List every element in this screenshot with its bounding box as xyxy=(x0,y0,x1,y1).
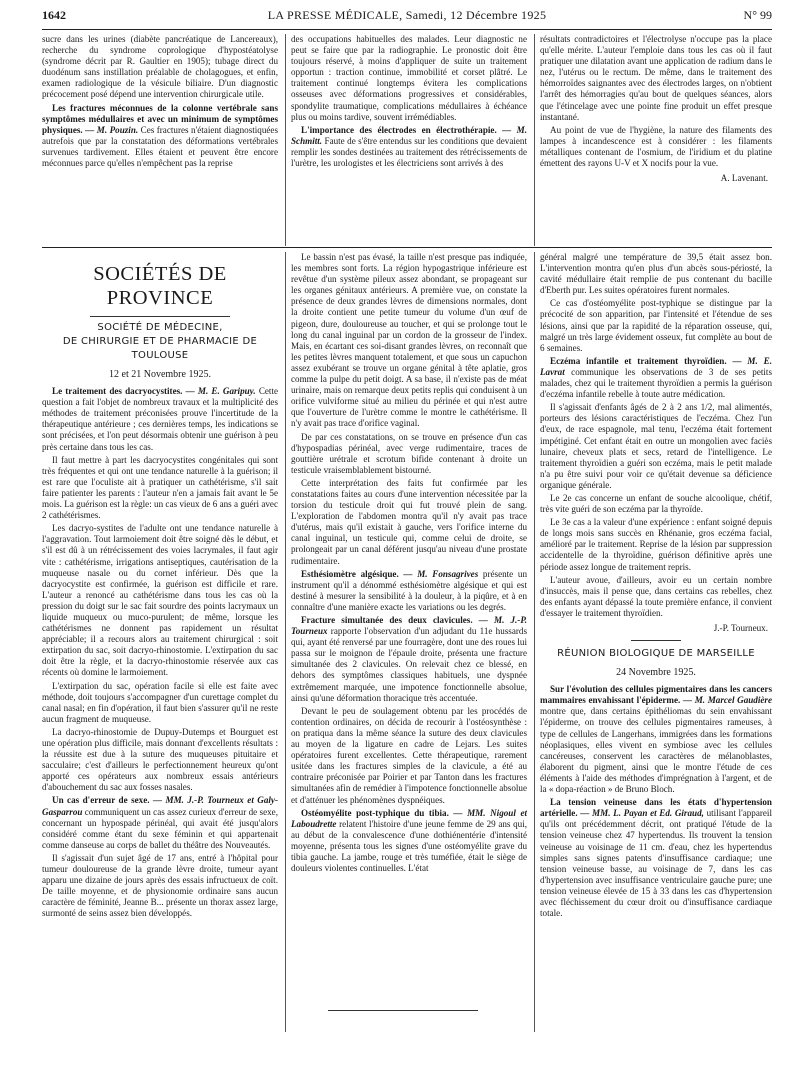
society-name: RÉUNION BIOLOGIQUE DE MARSEILLE xyxy=(557,648,755,660)
top-column-2 xyxy=(291,34,527,246)
report-title: L'importance des électrodes en électrothérapie. xyxy=(301,124,497,135)
paragraph: Le 2e cas concerne un enfant de souche alcoolique, chétif, très vite guéri de son eczéma par la thyroïde. xyxy=(540,492,772,515)
report-title: Eczéma infantile et traitement thyroïdien. xyxy=(550,355,727,366)
report-text: présente un instrument qu'il a dénommé esthésiomètre algésique et qui est destiné à mesurer la sensibilité à la douleur, à la piqûre, et à en connaître d'une manière exacte les variations ou les degrés. xyxy=(291,568,527,612)
session-date: 12 et 21 Novembre 1925. xyxy=(109,369,211,380)
page-number: 1642 xyxy=(42,8,66,22)
report-author: — M. Schmitt. xyxy=(291,124,527,146)
paragraph: Le 3e cas a la valeur d'une expérience : enfant soigné depuis de longs mois sans succès en Rhénanie, gros eczéma facial, amélioré par le traitement. Reprise de la lésion par suppression accidentelle de la thyroïdine, guérison définitive après une période assez longue de traitement repris. xyxy=(540,517,772,572)
column-divider xyxy=(534,252,535,1032)
column-divider xyxy=(285,34,286,246)
report-text: communiquent un cas assez curieux d'erreur de sexe, concernant un hypospade périnéal, qui avait été jusqu'alors considéré comme étant du sexe féminin et qui appartenait comme danseuse au corps de ballet du théâtre des Nouveautés. xyxy=(42,806,278,850)
report-title: Sur l'évolution des cellules pigmentaires dans les cancers mammaires envahissant l'épiderme. xyxy=(540,684,772,706)
report-text: rapporte l'observation d'un adjudant du 11e hussards qui, ayant été renversé par une fourragère, dont une des roues lui passa sur le moignon de l'épaule droite, présenta une fracture simultanée des 2 clavicules. On relevait chez ce blessé, en dehors des symptômes classiques habituels, une dyspnée extrêmement marquée, une impotence fonctionnelle absolue, ainsi qu'une déformation thoracique très accentuée. xyxy=(291,626,527,703)
society-name: SOCIÉTÉ DE MÉDECINE, xyxy=(97,322,223,333)
header-rule xyxy=(42,29,772,30)
report-author: — M. E. Lavrat xyxy=(540,355,772,377)
report-author: — MM. J.-P. Tourneux et Galy-Gasparrou xyxy=(42,795,278,817)
section-rule xyxy=(42,247,772,248)
report-title: Le traitement des dacryocystites. xyxy=(52,386,183,397)
paragraph: Le bassin n'est pas évasé, la taille n'est presque pas indiquée, les membres sont forts. La région hypogastrique inférieure est revêtue d'un système pileux assez abondant, se propageant sur les organes génitaux antérieurs. A première vue, on constate la présence de deux grandes lèvres de dimensions normales, dont la droite contient une petite tumeur du volume d'un œuf de pigeon, dure, douloureuse au toucher, et qui se prolonge tout le long du canal inguinal par un cordon de la grosseur de l'index. Mais, en écartant ces soi-disant grandes lèvres, on reconnaît que les petites lèvres manquent totalement, et que sous un capuchon assez exubérant se trouve un organe génital à tête aplatie, gros comme la pulpe du petit doigt. A sa base, il n'existe pas de méat urinaire, mais on remarque deux petits replis qui conduisent à un orifice vulviforme situé au milieu du périnée et qui n'est autre que l'ouverture de l'urètre comme le montre le cathétérisme. Il n'y avait pas trace d'orifice vaginal. xyxy=(291,252,527,429)
top-column-3 xyxy=(540,34,772,246)
separator-rule xyxy=(90,316,230,317)
paragraph: Cette interprétation des faits fut confirmée par les constatations faites au cours d'une intervention nécessitée par la torsion du testicule droit qui fut trouvé plein de sang. L'exploration de l'abdomen montra qu'il n'y avait pas trace d'utérus, mais qu'il existait à gauche, vers l'orifice interne du canal inguinal, un testicule qui, comme celui de droite, se prolongeait par un canal déférent jusqu'au niveau d'une prostate rudimentaire. xyxy=(291,477,527,566)
report-paragraph xyxy=(540,797,772,919)
column-divider xyxy=(534,34,535,246)
section-heading: SOCIÉTÉS DE PROVINCE xyxy=(93,263,227,309)
paragraph: L'extirpation du sac, opération facile si elle est faite avec méthode, doit toujours s'accompagner d'un curettage complet du canal nasal; en fin d'opération, il faut bien s'assurer qu'il ne reste aucun fragment de muqueuse. xyxy=(42,680,278,724)
session-date: 24 Novembre 1925. xyxy=(616,667,696,679)
report-paragraph xyxy=(42,386,278,453)
bottom-column-1 xyxy=(42,252,278,1052)
report-title: Un cas d'erreur de sexe. xyxy=(52,795,150,806)
paragraph: L'auteur avoue, d'ailleurs, avoir eu un certain nombre d'insuccès, mais il pense que, dans certains cas rebelles, chez des enfants ayant dépassé la toute première enfance, il convient d'essayer le traitement thyroïdien. xyxy=(540,574,772,618)
report-paragraph xyxy=(540,356,772,400)
report-paragraph xyxy=(291,615,527,704)
report-paragraph xyxy=(42,795,278,850)
paragraph: La dacryo-rhinostomie de Dupuy-Dutemps et Bourguet est une opération plus difficile, mais donnant d'excellents résultats : la réussite est due à la suture des muqueuses pituitaire et sacculaire; c'est d'ailleurs le perfectionnement heureux qu'ont apporté ces opérateurs aux nombreux essais antérieurs d'abouchement du sac aux fosses nasales. xyxy=(42,726,278,793)
signature: A. Lavenant. xyxy=(720,173,768,184)
newspaper-page xyxy=(42,0,772,1082)
report-title: Ostéomyélite post-typhique du tibia. xyxy=(301,807,449,818)
report-author: — M. J.-P. Tourneux xyxy=(291,615,527,637)
bottom-column-3 xyxy=(540,252,772,1052)
paragraph: Les dacryo-systites de l'adulte ont une tendance naturelle à l'aggravation. Tout larmoiement doit être soigné dès le début, et s'il est dû à un rétrécissement des voies lacrymales, il faut agir vite : cathétérisme, irrigations antiseptiques, cautérisation de la muqueuse nasale ou du cornet inférieur. Dès que la dacryocystite est confirmée, la guérison est difficile et rare. L'auteur a renoncé au cathétérisme dans tous les cas où la pression du doigt sur le sac fait sourdre des points lacrymaux un liquide muqueux ou muco-purulent; de même, lorsque les cathétérismes ne donnent pas rapidement un résultat appréciable; il a recours alors au traitement chirurgical : soit extirpation du sac, soit dacryo-rhinostomie. L'extirpation du sac doit être la règle, et la dacryo-rhinostomie réservée aux cas récents où domine le larmoiement. xyxy=(42,523,278,678)
separator-rule xyxy=(631,640,681,641)
signature: J.-P. Tourneux. xyxy=(713,623,768,633)
report-author: — M. E. Garipuy. xyxy=(182,386,256,397)
paragraph: Il s'agissait d'un sujet âgé de 17 ans, entré à l'hôpital pour tumeur douloureuse de la grande lèvre droite, tumeur ayant apparu une dizaine de jours après des essais infructueux de coït. De taille moyenne, et de physionomie ordinaire sans aucun caractère de féminité, Jeanne B... présente un thorax assez large, surmonté de seins assez bien développés. xyxy=(42,852,278,919)
end-rule xyxy=(328,1010,478,1011)
paragraph: Il s'agissait d'enfants âgés de 2 à 2 ans 1/2, mal alimentés, porteurs des lésions caractéristiques de l'eczéma. Chez l'un d'eux, de race espagnole, mal tenu, l'eczéma était fortement impétiginé. Cet enfant était en outre un mongolien avec faciès lunaire, cheveux plats et secs, retard de l'intelligence. Le traitement thyroïdien a guéri son eczéma, mais le petit malade n'a pu être suivi pour voir ce qu'était devenue sa déficience organique générale. xyxy=(540,402,772,490)
report-paragraph xyxy=(42,103,278,170)
paragraph: De par ces constatations, on se trouve en présence d'un cas d'hypospadias périnéal, avec verge rudimentaire, traces de gouttière urétrale et scrotum bifide contenant à droite un testicule vraisemblablement bistourné. xyxy=(291,431,527,475)
report-title: Les fractures méconnues de la colonne vertébrale sans symptômes médullaires et avec un minimum de symptômes physiques. xyxy=(42,102,278,135)
paragraph: Il faut mettre à part les dacryocystites congénitales qui sont très fréquentes et qui ont une tendance naturelle à la guérison; il est rare que l'oculiste ait à pratiquer un cathétérisme, s'il sait faire patienter les parents : l'auteur n'en a jamais fait avant le 5e mois. La guérison est la règle: un cas vieux de 6 ans a guéri avec 2 cathétérismes. xyxy=(42,454,278,521)
report-text: utilisant l'appareil qu'ils ont précédemment décrit, ont pratiqué l'étude de la tension veineuse chez 47 hypertendus. Ils trouvent la tension veineuse au voisinage de 11 cm. d'eau, chez les hypertendus simples sans signes patents d'insuffisance cardiaque; une tension veineuse basse, au voisinage de 7, dans les cas d'hypertension avec insuffisance ventriculaire gauche pure; une tension veineuse élevée de 15 à 33 dans les cas d'hypertension avec fléchissement du cœur droit ou d'insuffisance cardiaque totale. xyxy=(540,808,772,919)
society-name: DE CHIRURGIE ET DE PHARMACIE DE TOULOUSE xyxy=(62,336,258,361)
journal-title: LA PRESSE MÉDICALE, Samedi, 12 Décembre 1925 xyxy=(267,8,547,22)
report-paragraph xyxy=(291,569,527,613)
paragraph: des occupations habituelles des malades. Leur diagnostic ne peut se faire que par la radiographie. Le pronostic doit être toujours réservé, à moins d'appliquer de suite un traitement opportun : traction continue, immobilité et corset plâtré. Le traitement continué longtemps évitera les complications osseuses avec déformations progressives et considérables, spondylite traumatique, complications médullaires à échéance plus ou moins tardive, souvent irrémédiables. xyxy=(291,34,527,122)
report-text: Ces fractures n'étaient diagnostiquées autrefois que par la constatation des déformations vertébrales survenues tardivement. Elles étaient et peuvent être encore méconnues parce qu'elles n'empêchent pas la reprise xyxy=(42,124,278,169)
report-author: — M. Fonsagrives xyxy=(398,568,479,579)
report-paragraph xyxy=(540,684,772,795)
report-title: Fracture simultanée des deux clavicules. xyxy=(301,615,473,625)
report-author: — MM. L. Payan et Ed. Giraud, xyxy=(577,808,704,819)
paragraph: Au point de vue de l'hygiène, la nature des filaments des lampes à incandescence est à considérer : les filaments métalliques contenant de l'osmium, de l'iridium et du platine émettent des rayons U-V et X nocifs pour la vue. xyxy=(540,124,772,169)
report-text: communique les observations de 3 de ses petits malades, chez qui le traitement thyroïdien a permis la guérison d'eczéma infantile rebelle à toute autre médication. xyxy=(540,366,772,400)
report-title: Esthésiomètre algésique. xyxy=(301,568,399,579)
report-text: Faute de s'être entendus sur les conditions que devaient remplir les sondes destinées au traitement des rétrécissements de l'urètre, les urologistes et les électriciens sont arrivés à des xyxy=(291,135,527,169)
paragraph: Devant le peu de soulagement obtenu par les procédés de contention ordinaires, on décida de recourir à l'ostéosynthèse : on pratiqua dans la même séance la suture des deux clavicules au moyen de la ligature en cadre de Lejars. Les suites opératoires furent excellentes. Cette thérapeutique, rarement usitée dans les fractures simples de la clavicule, a été au contraire préconisée par Poirier et par Tanton dans les fractures simultanées afin de remédier à l'impotence fonctionnelle absolue et d'atténuer les phénomènes dyspnéiques. xyxy=(291,705,527,805)
top-column-1 xyxy=(42,34,278,246)
report-author: — M. Marcel Gaudière xyxy=(680,695,772,706)
column-divider xyxy=(285,252,286,1032)
report-title: La tension veineuse dans les états d'hypertension artérielle. xyxy=(540,797,772,819)
paragraph: Ce cas d'ostéomyélite post-typhique se distingue par la précocité de son apparition, par l'intensité et l'étendue de ses lésions, ainsi que par la rapidité de la réparation osseuse, qui, malgré un très large évidement osseux, fut complète au bout de 6 semaines. xyxy=(540,298,772,353)
report-text: relatent l'histoire d'une jeune femme de 29 ans qui, au début de la convalescence d'une dothiénentérie d'intensité moyenne, présenta tous les signes d'une ostéomyélite grave du tibia gauche. La jambe, rouge et très tuméfiée, était le siège de douleurs violentes continuelles. L'état xyxy=(291,818,527,874)
report-author: — M. Pouzin. xyxy=(82,124,139,135)
report-paragraph xyxy=(291,808,527,875)
paragraph: sucre dans les urines (diabète pancréatique de Lancereaux), recherche du syndrome coprologique d'hypostéatolyse (syndrome décrit par R. Gaultier en 1905); tubage direct du duodénum sans instillation préalable de cholagogues, et enfin, examen radiologique de la vésicule biliaire. D'un diagnostic précocement posé dépend une intervention chirurgicale utile. xyxy=(42,34,278,100)
page-header xyxy=(42,8,772,26)
report-text: montre que, dans certains épithéliomas du sein envahissant l'épiderme, on trouve des cellules pigmentaires rameuses, à type de cellules de Langerhans, immigrées dans les formations néoplasiques, elles vivent en symbiose avec les cellules cancéreuses, conservent les caractères de mélanoblastes, élaborent du pigment, ainsi que le montre l'étude de ces éléments à l'aide des méthodes d'imprégnation à l'argent, et de la « dopa-réaction » de Bruno Bloch. xyxy=(540,706,772,795)
report-text: Cette question a fait l'objet de nombreux travaux et la multiplicité des méthodes de traitement préconisées prouve l'incertitude de la thérapeutique antérieure ; ces dernières temps, les indications se sont précisées, et l'on peut désormais obtenir une guérison à peu près certaine dans tous les cas. xyxy=(42,386,278,452)
report-paragraph xyxy=(291,125,527,169)
bottom-column-2 xyxy=(291,252,527,1052)
issue-number: N° 99 xyxy=(743,8,772,22)
paragraph: résultats contradictoires et l'électrolyse n'occupe pas la place qu'elle mérite. L'auteur l'emploie dans tous les cas où il faut pratiquer une dilatation avant une application de radium dans le nez, l'utérus ou le rectum. De même, dans le traitement des hémorroïdes saignantes avec des électrodes larges, on n'obtient l'arrêt des hémorragies qu'au bout de quelques séances, alors que l'étincelage avec une pointe fine produit un effet presque instantané. xyxy=(540,34,772,122)
paragraph: général malgré une température de 39,5 était assez bon. L'intervention montra qu'en plus d'un abcès sous-périosté, la cavité médullaire était remplie de pus contenant du bacille d'Eberth pur. Les suites opératoires furent normales. xyxy=(540,252,772,296)
report-author: — MM. Nigoul et Laboudrette xyxy=(291,807,527,829)
